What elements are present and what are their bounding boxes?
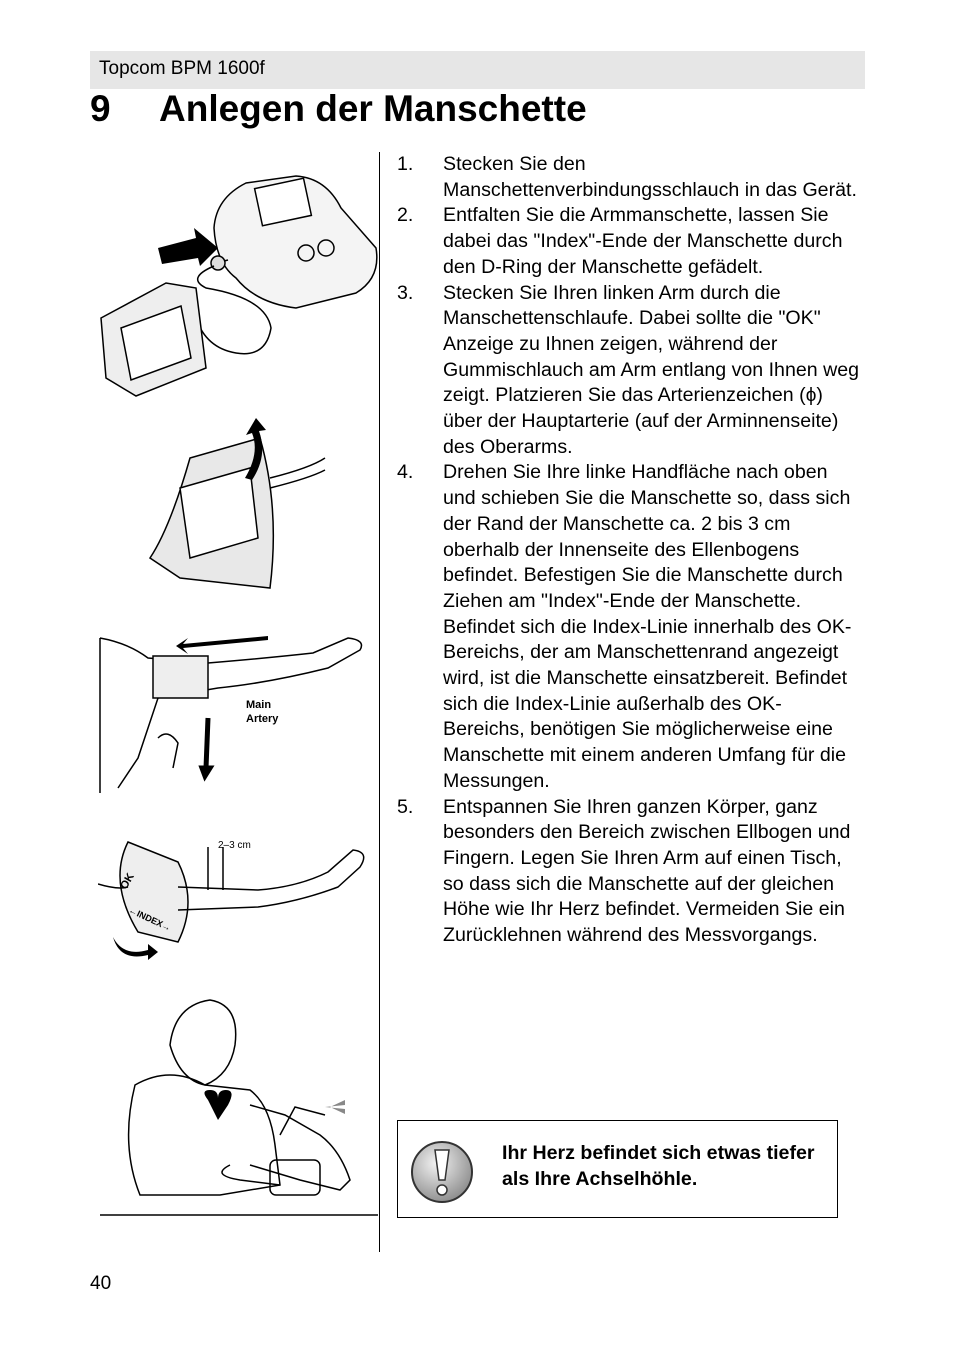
artery-symbol: ϕ: [805, 385, 817, 407]
list-item: 5. Entspannen Sie Ihren ganzen Körper, ganz besonders den Bereich zwischen Ellbogen und Fingern. Legen Sie Ihren Arm auf einen Tisch, so dass sich die Manschette auf der gleichen Höhe wie Ihr Herz befindet. Vermeiden Sie ein Zurücklehnen während des Messvorgangs.: [397, 795, 851, 947]
distance-label: 2–3 cm: [218, 840, 251, 851]
arm-main-artery-illustration: [98, 628, 378, 798]
main-artery-label-1: Main: [246, 699, 272, 711]
list-item: 3. Stecken Sie Ihren linken Arm durch die Manschettenschlaufe. Dabei sollte die "OK" Anzeige zu Ihnen zeigen, während der Gummischlauch am Arm entlang von Ihnen weg zeigt. Platzieren Sie das Arterienzeichen (ϕ) über der Hauptarterie (auf der Arminnenseite) des Oberarms.: [397, 281, 860, 458]
list-item: 1. Stecken Sie den Manschettenverbindungsschlauch in das Gerät.: [397, 153, 857, 201]
chapter-heading: [90, 88, 587, 130]
device-cuff-illustration: [96, 168, 378, 398]
column-divider: [379, 152, 380, 1252]
chapter-number: 9: [90, 88, 111, 129]
index-label: ←INDEX→: [127, 904, 173, 934]
list-item: 2. Entfalten Sie die Armmanschette, lassen Sie dabei das "Index"-Ende der Manschette durch den D-Ring der Manschette gefädelt.: [397, 204, 843, 278]
instruction-list: [397, 152, 862, 949]
cuff-position-illustration: [98, 832, 378, 962]
list-item: 4. Drehen Sie Ihre linke Handfläche nach oben und schieben Sie die Manschette so, dass sich der Rand der Manschette ca. 2 bis 3 cm oberhalb der Innenseite des Ellenbogens befindet. Befestigen Sie die Manschette durch Ziehen am "Index"-Ende der Manschette. Befindet sich die Index-Linie innerhalb des OK-Bereichs, der am Manschettenrand angezeigt wird, ist die Manschette einsatzbereit. Befindet sich die Index-Linie außerhalb des OK-Bereichs, benötigen Sie möglicherweise eine Manschette mit einem anderen Umfang für die Messungen.: [397, 461, 852, 792]
chapter-title: Anlegen der Manschette: [159, 88, 587, 129]
unfolded-cuff-illustration: [140, 418, 330, 593]
ok-label: OK: [118, 871, 137, 892]
note-box: [397, 1120, 838, 1218]
note-text: Ihr Herz befindet sich etwas tiefer als Ihre Achselhöhle.: [502, 1142, 815, 1190]
exclamation-icon: [410, 1140, 474, 1204]
seated-measurement-illustration: [100, 995, 378, 1220]
main-artery-label-2: Artery: [246, 713, 279, 725]
running-header: [90, 51, 865, 89]
page-number: 40: [90, 1273, 112, 1294]
product-name: Topcom BPM 1600f: [99, 58, 265, 79]
